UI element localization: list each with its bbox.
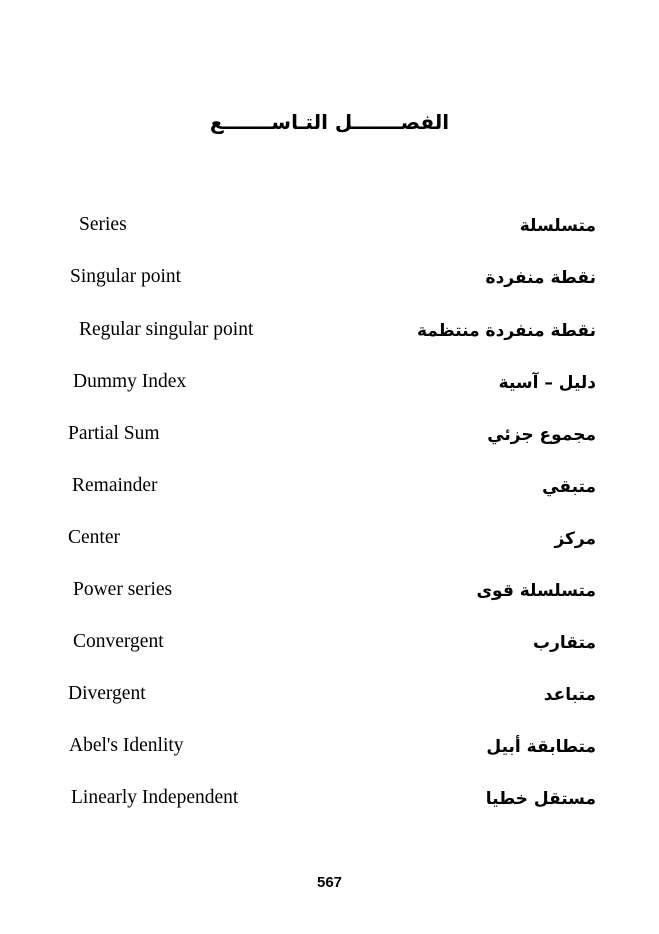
term-row: [0, 735, 659, 765]
term-arabic: متسلسلة قوى: [476, 581, 596, 601]
term-english: Singular point: [70, 266, 182, 287]
chapter-title: الفصـــــــل التـاســـــــع: [209, 110, 450, 134]
term-row: [0, 475, 659, 505]
term-english: Series: [79, 214, 127, 235]
term-row: [0, 214, 659, 244]
term-arabic: متسلسلة: [519, 216, 596, 236]
term-row: [0, 631, 659, 661]
term-english: Linearly Independent: [71, 787, 239, 808]
term-english: Partial Sum: [68, 423, 160, 444]
term-english: Regular singular point: [79, 319, 254, 340]
page-number: 567: [316, 874, 343, 891]
term-arabic: متقارب: [533, 633, 596, 653]
term-english: Abel's Idenlity: [69, 735, 184, 756]
term-row: [0, 423, 659, 453]
term-arabic: مجموع جزئي: [487, 425, 596, 445]
term-row: [0, 579, 659, 609]
term-arabic: نقطة منفردة: [485, 268, 596, 288]
term-arabic: مركز: [554, 529, 596, 549]
term-arabic: دليل – آسية: [498, 373, 596, 393]
term-row: [0, 683, 659, 713]
term-arabic: نقطة منفردة منتظمة: [416, 321, 596, 341]
term-arabic: متباعد: [543, 685, 596, 705]
term-arabic: متبقي: [542, 477, 596, 497]
term-english: Center: [68, 527, 120, 548]
term-row: [0, 319, 659, 349]
term-arabic: مستقل خطيا: [485, 789, 596, 809]
term-english: Divergent: [68, 683, 146, 704]
term-row: [0, 527, 659, 557]
term-row: [0, 787, 659, 817]
term-english: Power series: [73, 579, 173, 600]
term-english: Dummy Index: [73, 371, 187, 392]
term-row: [0, 371, 659, 401]
term-arabic: متطابقة أبيل: [486, 737, 596, 757]
term-english: Convergent: [73, 631, 164, 652]
term-row: [0, 266, 659, 296]
term-english: Remainder: [72, 475, 158, 496]
